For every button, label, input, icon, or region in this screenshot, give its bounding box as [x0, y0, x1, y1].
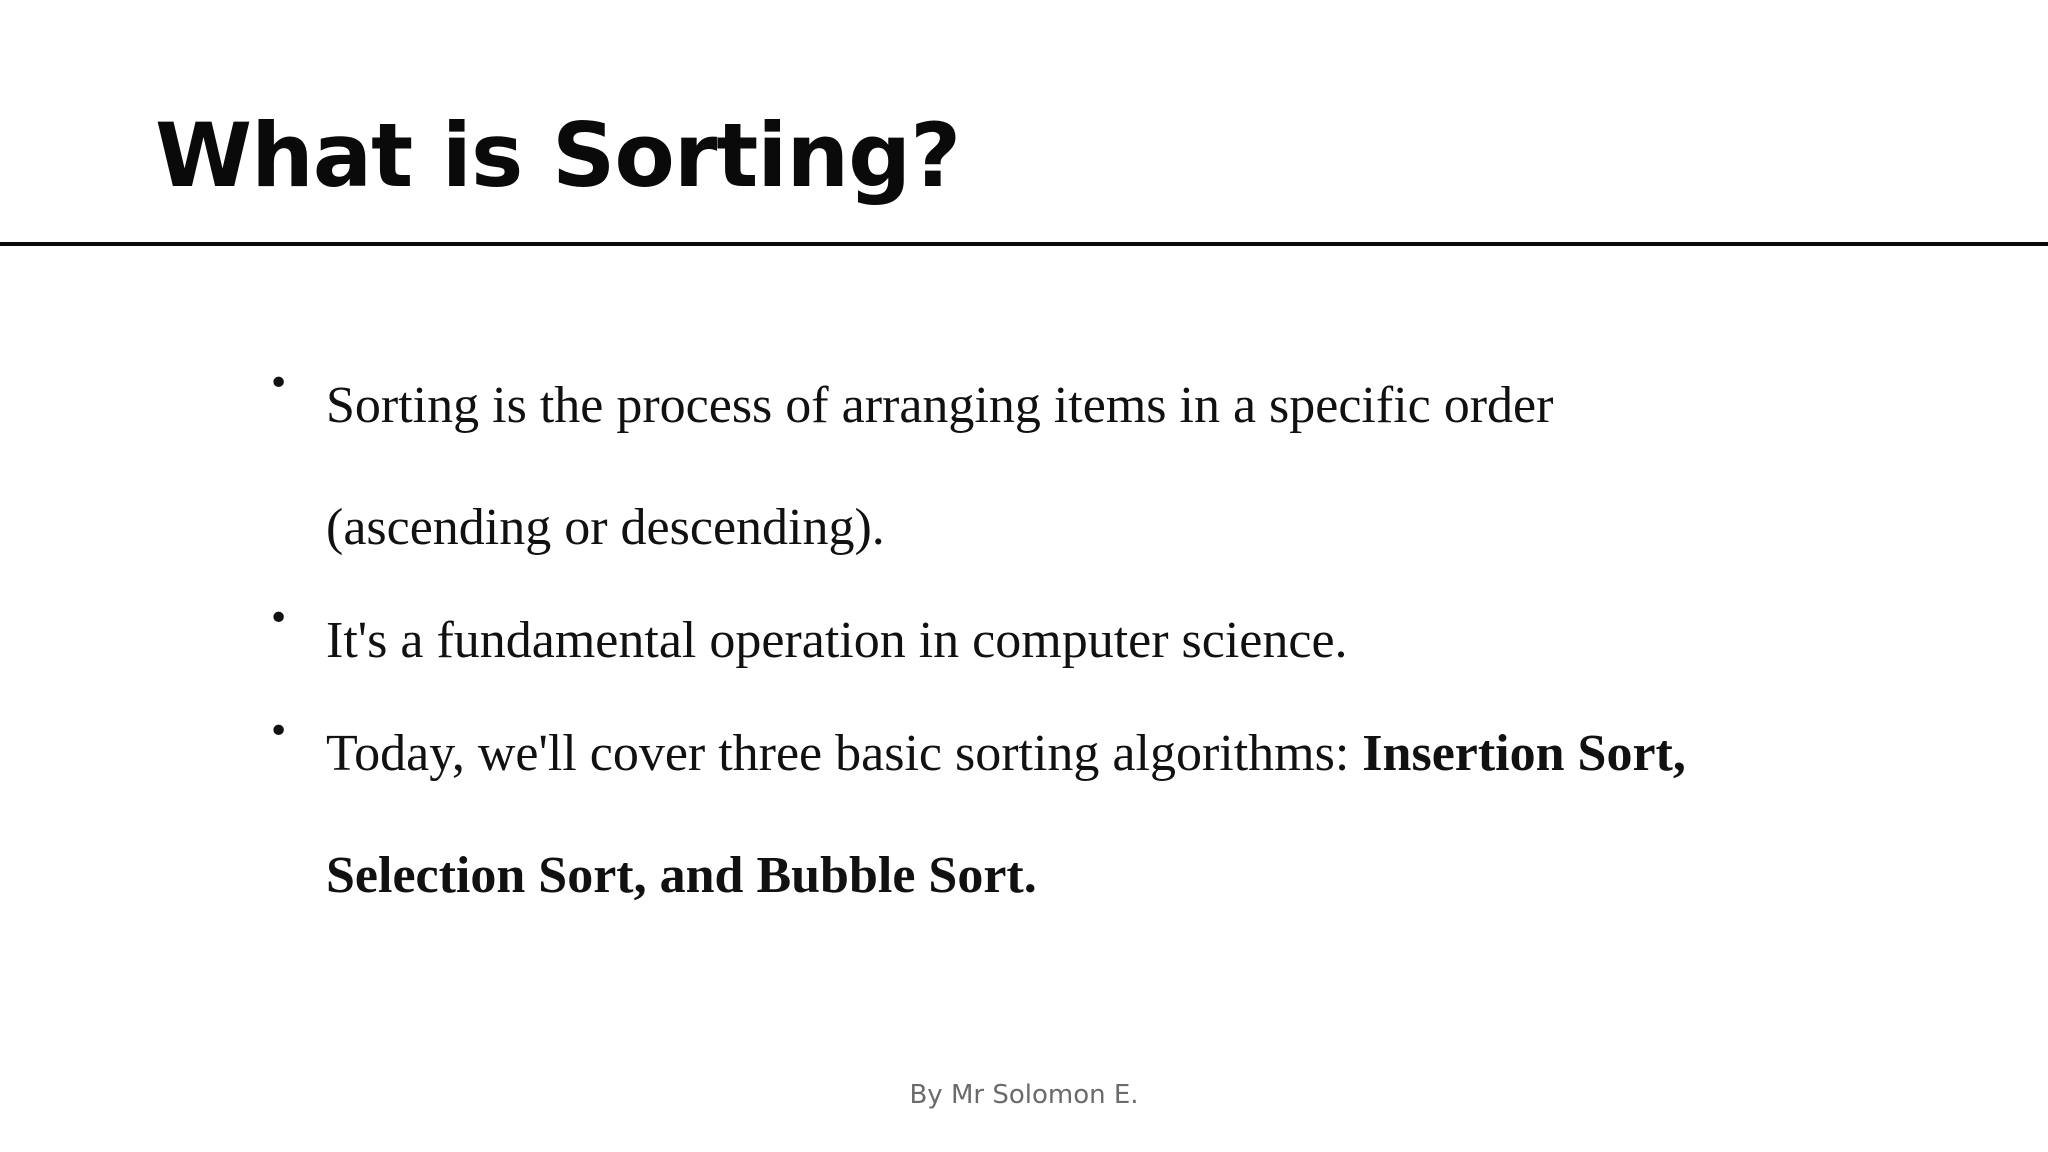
bullet-bold-text: Insertion Sort, Selection Sort, and Bubble Sort.: [326, 725, 1686, 904]
bullet-item: [268, 580, 1728, 702]
bullet-item: [268, 693, 1728, 937]
bullet-marker: •: [268, 711, 290, 752]
bullet-text: It's a fundamental operation in computer science.: [326, 612, 1348, 669]
footer-credit: By Mr Solomon E.: [909, 1080, 1139, 1110]
bullet-text: Sorting is the process of arranging items in a specific order (ascending or descending).: [326, 377, 1554, 556]
bullet-marker: •: [268, 598, 290, 639]
title-divider: [0, 242, 2048, 246]
bullet-list: [268, 345, 1728, 937]
bullet-marker: •: [268, 363, 290, 404]
bullet-item: [268, 345, 1728, 589]
slide-title: What is Sorting?: [155, 104, 961, 207]
bullet-text: Today, we'll cover three basic sorting algorithms:: [326, 725, 1363, 782]
